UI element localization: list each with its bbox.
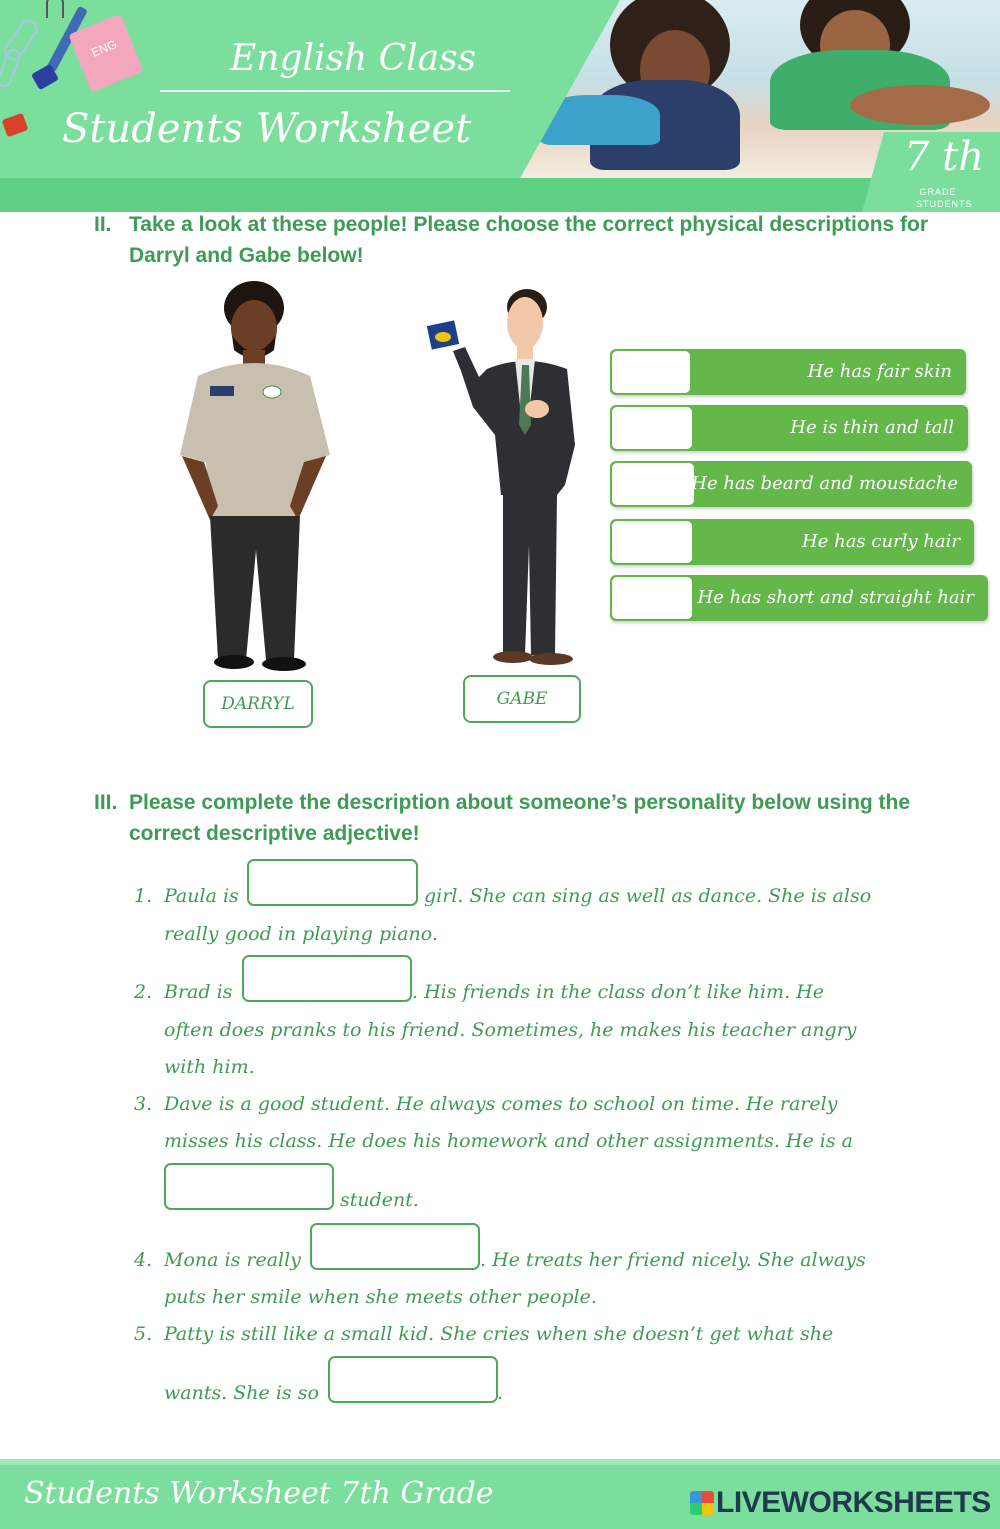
header-subtitle: English Class (230, 38, 477, 79)
answer-input-4[interactable] (310, 1223, 480, 1270)
option-label: He has curly hair (802, 531, 960, 552)
item-text: Dave is a good student. He always comes to school on time. He rarely (164, 1093, 838, 1115)
grade-sub-line-2: STUDENTS (916, 199, 973, 209)
option-fair-skin[interactable] (610, 349, 966, 395)
item-number: 1. (134, 885, 153, 907)
item-3-line-1 (134, 1093, 837, 1115)
footer-stripe (0, 1459, 1000, 1465)
grade-sub-line-1: GRADE (919, 187, 957, 197)
item-number: 5. (134, 1323, 153, 1345)
option-thin-tall[interactable] (610, 405, 968, 451)
answer-drop-box[interactable] (610, 575, 694, 621)
answer-drop-box[interactable] (610, 405, 694, 451)
section-number: III. (94, 791, 118, 814)
answer-drop-box[interactable] (610, 349, 692, 395)
item-2-line-2: often does pranks to his friend. Sometimes, he makes his teacher angry (164, 1019, 857, 1041)
item-5-line-1 (134, 1323, 833, 1345)
item-number: 2. (134, 981, 153, 1003)
item-4-line-2: puts her smile when she meets other people. (164, 1286, 597, 1308)
answer-drop-box[interactable] (610, 519, 694, 565)
option-beard-moustache[interactable] (610, 461, 972, 507)
item-1-line-1-rest: girl. She can sing as well as dance. She is also (424, 885, 872, 907)
answer-input-5[interactable] (328, 1356, 498, 1403)
notebook-label: ENG (89, 37, 119, 60)
answer-input-1[interactable] (247, 859, 418, 906)
section-3-heading (94, 787, 924, 849)
option-label: He has short and straight hair (697, 587, 974, 608)
section-2-heading (94, 209, 944, 271)
item-4-line-1-rest: . He treats her friend nicely. She always (480, 1249, 866, 1271)
item-2-line-1-rest: . His friends in the class don’t like him. He (412, 981, 824, 1003)
item-number: 3. (134, 1093, 153, 1115)
answer-drop-box[interactable] (610, 461, 696, 507)
logo-text: LIVEWORKSHEETS (716, 1486, 991, 1519)
item-text: Brad is (164, 981, 233, 1003)
gabe-name-box: GABE (463, 675, 581, 723)
option-label: He is thin and tall (790, 417, 954, 438)
liveworksheets-logo[interactable] (690, 1486, 991, 1520)
section-instruction: Take a look at these people! Please choose the correct physical descriptions for Darryl and Gabe below! (129, 213, 929, 267)
item-text: Patty is still like a small kid. She cries when she doesn’t get what she (164, 1323, 834, 1345)
option-label: He has beard and moustache (691, 473, 958, 494)
item-4-line-1 (134, 1249, 301, 1271)
section-instruction: Please complete the description about someone’s personality below using the correct descriptive adjective! (129, 791, 911, 845)
item-5-line-2: wants. She is so (164, 1382, 319, 1404)
liveworksheets-logo-icon (690, 1491, 714, 1515)
item-1-line-2: really good in playing piano. (164, 923, 438, 945)
grade-label: 7 th (904, 134, 984, 180)
gabe-illustration (425, 285, 585, 675)
footer-title: Students Worksheet 7th Grade (24, 1476, 494, 1511)
binder-clip-icon (46, 0, 64, 18)
option-short-straight-hair[interactable] (610, 575, 988, 621)
header-band (0, 178, 1000, 212)
answer-input-2[interactable] (242, 955, 412, 1002)
item-text: Paula is (164, 885, 239, 907)
darryl-illustration (170, 280, 340, 675)
section-number: II. (94, 213, 112, 236)
option-label: He has fair skin (807, 361, 952, 382)
binder-clip-icon (2, 113, 29, 137)
answer-input-3[interactable] (164, 1163, 334, 1210)
grade-sub-label (916, 186, 973, 210)
item-1-line-1 (134, 885, 239, 907)
item-2-line-1 (134, 981, 232, 1003)
header-divider (160, 90, 510, 92)
option-curly-hair[interactable] (610, 519, 974, 565)
item-number: 4. (134, 1249, 153, 1271)
darryl-name-box: DARRYL (203, 680, 313, 728)
item-text: Mona is really (164, 1249, 301, 1271)
item-5-end: . (497, 1382, 504, 1404)
item-3-line-2: misses his class. He does his homework and other assignments. He is a (164, 1130, 853, 1152)
header-title: Students Worksheet (62, 106, 472, 152)
item-3-line-3: student. (340, 1189, 419, 1211)
item-2-line-3: with him. (164, 1056, 255, 1078)
